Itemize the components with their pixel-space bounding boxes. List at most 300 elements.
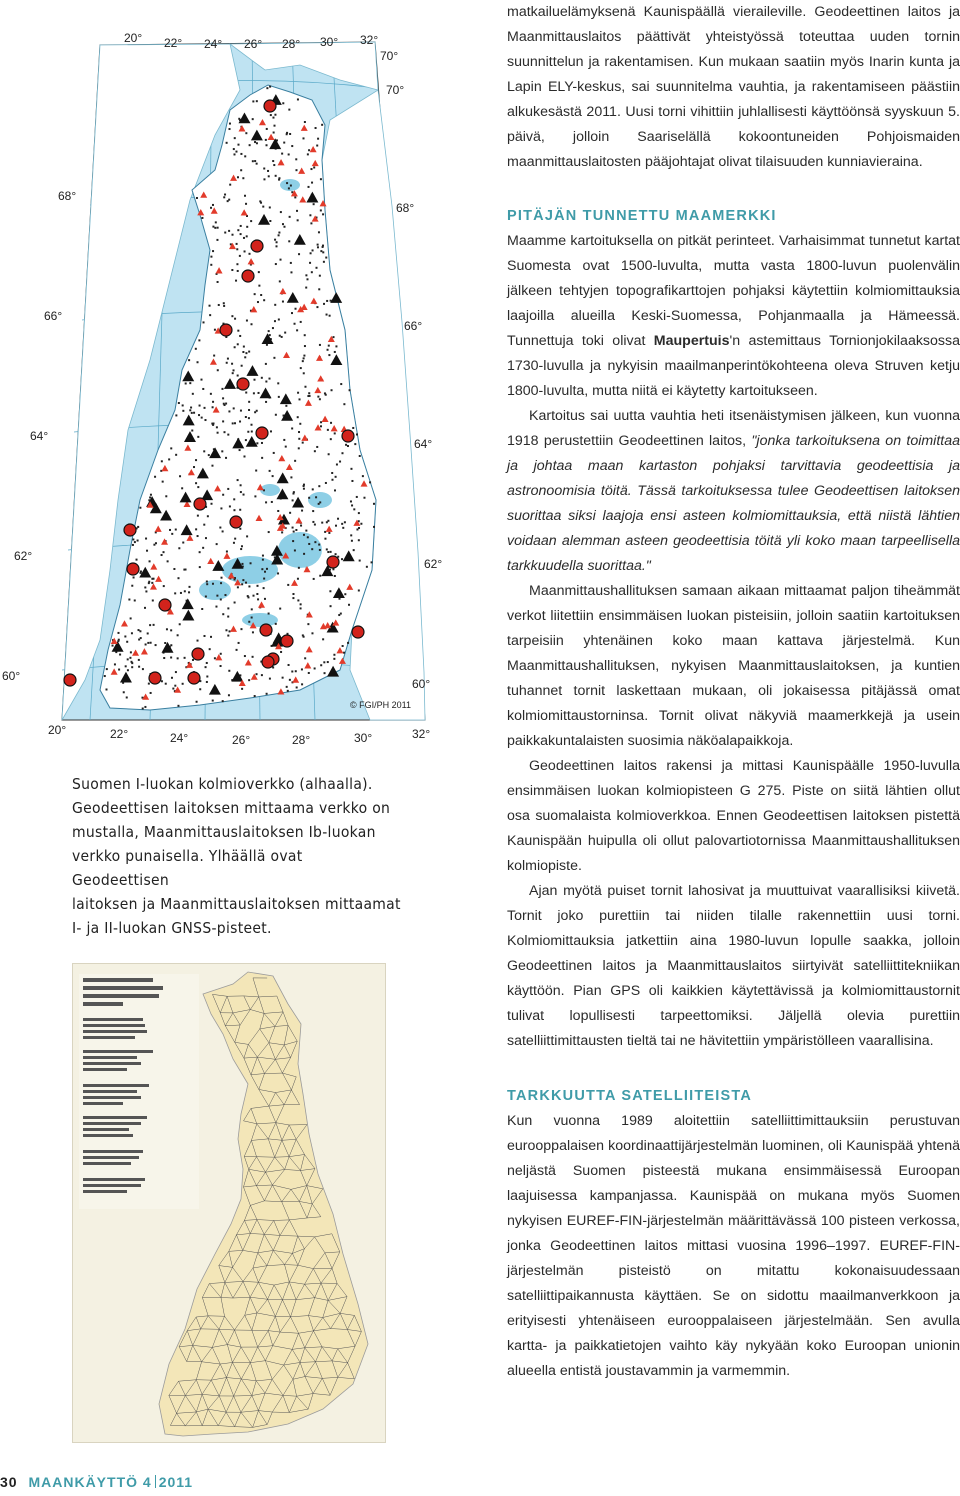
gnss-dot	[206, 583, 208, 585]
triangulation-network-map	[72, 963, 386, 1443]
gnss-dot	[118, 669, 120, 671]
gnss-dot	[287, 690, 289, 692]
section-heading-pitajan: PITÄJÄN TUNNETTU MAAMERKKI	[507, 208, 777, 224]
gnss-dot	[211, 465, 213, 467]
gnss-dot	[206, 676, 208, 678]
gnss-dot	[280, 259, 282, 261]
gnss-dot	[161, 554, 163, 556]
gnss-dot	[246, 226, 248, 228]
gnss-dot	[272, 117, 274, 119]
gnss-dot	[199, 551, 201, 553]
gnss-dot	[260, 294, 262, 296]
gnss-dot	[295, 308, 297, 310]
gnss-dot	[195, 459, 197, 461]
gnss-dot	[245, 132, 247, 134]
gnss-dot	[237, 343, 239, 345]
gnss-dot	[348, 604, 350, 606]
gnss-dot	[297, 599, 299, 601]
gnss-dot	[223, 305, 225, 307]
gnss-dot	[147, 632, 149, 634]
gnss-dot	[312, 249, 314, 251]
gnss-dot	[237, 270, 239, 272]
gnss-dot	[310, 222, 312, 224]
gnss-dot	[220, 665, 222, 667]
gnss-dot	[171, 533, 173, 535]
gnss-dot	[328, 345, 330, 347]
gnss-dot	[254, 141, 256, 143]
gnss-dot	[282, 301, 284, 303]
gnss-dot	[177, 705, 179, 707]
gnss-station-marker	[262, 656, 274, 668]
gnss-dot	[218, 304, 220, 306]
paragraph-tornit: Ajan myötä puiset tornit lahosivat ja muuttuivat vaarallisiksi kiivetä. Tornit joko purettiin tai niiden tilalle rakennettiin uusi torni. Kolmiomittauksia jatkettiin aina 1980-luvun lopulle saakka, jolloin Geodeettinen laitos ja Maanmittauslaitos siirtyivät satelliittitekniikan käyttöön. Pian GPS oli kaikkien käytettävissä ja kolmiomittaustornit tulivat lopullisesti tarpeettomiksi. Jäljellä olevia purettiin satelliittimittausten tieltä tai ne hävitettiin ympäristölleen vaarallisina.	[507, 883, 960, 1049]
gnss-dot	[351, 480, 353, 482]
gnss-dot	[311, 548, 313, 550]
gnss-dot	[344, 521, 346, 523]
gnss-dot	[266, 87, 268, 89]
gnss-dot	[275, 623, 277, 625]
gnss-dot	[327, 551, 329, 553]
gnss-dot	[250, 562, 252, 564]
gnss-dot	[300, 603, 302, 605]
gnss-dot	[308, 149, 310, 151]
gnss-dot	[240, 153, 242, 155]
gnss-dot	[164, 642, 166, 644]
gnss-dot	[229, 184, 231, 186]
gnss-dot	[163, 657, 165, 659]
gnss-dot	[242, 177, 244, 179]
gnss-dot	[228, 670, 230, 672]
gnss-dot	[297, 219, 299, 221]
gnss-dot	[283, 439, 285, 441]
gnss-dot	[331, 472, 333, 474]
gnss-station-marker	[256, 427, 268, 439]
gnss-dot	[231, 315, 233, 317]
gnss-dot	[216, 595, 218, 597]
gnss-dot	[179, 623, 181, 625]
gnss-station-marker	[264, 100, 276, 112]
gnss-dot	[236, 248, 238, 250]
gnss-dot	[339, 461, 341, 463]
gnss-dot	[144, 607, 146, 609]
page-number: 30	[0, 1474, 18, 1490]
gnss-dot	[258, 285, 260, 287]
gnss-dot	[199, 566, 201, 568]
lon-label-bottom-30: 30°	[354, 731, 373, 745]
gnss-dot	[189, 382, 191, 384]
gnss-dot	[358, 539, 360, 541]
gnss-dot	[175, 529, 177, 531]
lon-label-bottom-24: 24°	[170, 731, 189, 745]
gnss-dot	[261, 674, 263, 676]
gnss-dot	[324, 672, 326, 674]
gnss-dot	[307, 536, 309, 538]
issue-separator	[155, 1475, 156, 1488]
gnss-dot	[125, 665, 127, 667]
gnss-dot	[288, 240, 290, 242]
gnss-dot	[263, 178, 265, 180]
gnss-dot	[237, 176, 239, 178]
gnss-dot	[308, 392, 310, 394]
gnss-dot	[303, 636, 305, 638]
lon-label-top-30: 30°	[320, 35, 339, 49]
gnss-dot	[242, 579, 244, 581]
lat-label-left-62: 62°	[14, 549, 33, 563]
gnss-dot	[254, 495, 256, 497]
gnss-dot	[260, 202, 262, 204]
gnss-dot	[248, 351, 250, 353]
gnss-map-svg	[0, 30, 443, 750]
gnss-dot	[284, 332, 286, 334]
gnss-dot	[182, 404, 184, 406]
gnss-dot	[277, 510, 279, 512]
gnss-dot	[165, 495, 167, 497]
gnss-dot	[205, 537, 207, 539]
gnss-dot	[182, 410, 184, 412]
gnss-dot	[317, 138, 319, 140]
gnss-dot	[151, 582, 153, 584]
gnss-dot	[131, 661, 133, 663]
lat-label-left-60: 60°	[2, 669, 21, 683]
gnss-dot	[262, 559, 264, 561]
gnss-dot	[298, 567, 300, 569]
gnss-dot	[312, 488, 314, 490]
gnss-dot	[269, 334, 271, 336]
gnss-dot	[307, 153, 309, 155]
gnss-dot	[232, 422, 234, 424]
gnss-dot	[289, 679, 291, 681]
gnss-dot	[322, 638, 324, 640]
gnss-dot	[258, 392, 260, 394]
gnss-dot	[222, 530, 224, 532]
gnss-dot	[161, 460, 163, 462]
gnss-dot	[275, 245, 277, 247]
gnss-dot	[154, 476, 156, 478]
gnss-dot	[229, 630, 231, 632]
gnss-dot	[134, 599, 136, 601]
gnss-dot	[326, 300, 328, 302]
gnss-dot	[288, 153, 290, 155]
gnss-dot	[330, 605, 332, 607]
gnss-dot	[292, 527, 294, 529]
gnss-dot	[114, 663, 116, 665]
gnss-dot	[291, 427, 293, 429]
gnss-dot	[213, 355, 215, 357]
gnss-dot	[210, 636, 212, 638]
gnss-dot	[303, 488, 305, 490]
gnss-dot	[289, 512, 291, 514]
gnss-dot	[296, 686, 298, 688]
gnss-dot	[210, 207, 212, 209]
gnss-dot	[214, 657, 216, 659]
gnss-dot	[268, 175, 270, 177]
caption-line: mustalla, Maanmittauslaitoksen Ib-luokan	[72, 823, 376, 841]
gnss-dot	[308, 186, 310, 188]
gnss-dot	[253, 392, 255, 394]
gnss-dot	[297, 392, 299, 394]
gnss-dot	[320, 421, 322, 423]
gnss-dot	[166, 628, 168, 630]
gnss-dot	[329, 315, 331, 317]
gnss-dot	[144, 706, 146, 708]
gnss-dot	[250, 220, 252, 222]
gnss-dot	[326, 548, 328, 550]
gnss-dot	[175, 414, 177, 416]
gnss-dot	[205, 666, 207, 668]
gnss-dot	[290, 476, 292, 478]
gnss-dot	[356, 528, 358, 530]
gnss-dot	[193, 466, 195, 468]
gnss-dot	[228, 230, 230, 232]
gnss-dot	[318, 544, 320, 546]
gnss-dot	[201, 217, 203, 219]
gnss-dot	[150, 692, 152, 694]
gnss-dot	[311, 182, 313, 184]
gnss-dot	[294, 323, 296, 325]
gnss-dot	[330, 422, 332, 424]
gnss-dot	[267, 170, 269, 172]
lat-label-right-68: 68°	[396, 201, 415, 215]
gnss-dot	[331, 479, 333, 481]
gnss-dot	[251, 608, 253, 610]
gnss-dot	[338, 598, 340, 600]
gnss-dot	[203, 524, 205, 526]
gnss-dot	[335, 553, 337, 555]
gnss-dot	[269, 86, 271, 88]
gnss-dot	[373, 503, 375, 505]
gnss-dot	[204, 407, 206, 409]
gnss-dot	[170, 656, 172, 658]
gnss-dot	[212, 583, 214, 585]
gnss-dot	[237, 586, 239, 588]
gnss-dot	[226, 550, 228, 552]
gnss-dot	[263, 587, 265, 589]
gnss-dot	[282, 223, 284, 225]
lon-label-bottom-22: 22°	[110, 727, 129, 741]
gnss-dot	[305, 530, 307, 532]
gnss-dot	[275, 414, 277, 416]
gnss-dot	[268, 330, 270, 332]
gnss-dot	[303, 372, 305, 374]
gnss-dot	[227, 358, 229, 360]
gnss-dot	[318, 503, 320, 505]
gnss-dot	[327, 429, 329, 431]
gnss-dot	[197, 640, 199, 642]
gnss-dot	[333, 654, 335, 656]
gnss-dot	[256, 163, 258, 165]
gnss-dot	[322, 245, 324, 247]
gnss-dot	[304, 386, 306, 388]
gnss-dot	[246, 535, 248, 537]
gnss-dot	[320, 209, 322, 211]
gnss-dot	[127, 669, 129, 671]
gnss-dot	[216, 426, 218, 428]
gnss-dot	[317, 244, 319, 246]
gnss-dot	[308, 543, 310, 545]
gnss-dot	[212, 204, 214, 206]
gnss-dot	[212, 700, 214, 702]
gnss-dot	[313, 203, 315, 205]
gnss-dot	[232, 234, 234, 236]
gnss-dot	[266, 128, 268, 130]
gnss-dot	[340, 613, 342, 615]
gnss-dot	[225, 629, 227, 631]
gnss-dot	[197, 486, 199, 488]
gnss-station-marker	[194, 498, 206, 510]
gnss-dot	[297, 578, 299, 580]
gnss-dot	[328, 532, 330, 534]
gnss-dot	[201, 417, 203, 419]
gnss-dot	[301, 668, 303, 670]
gnss-dot	[269, 470, 271, 472]
gnss-dot	[273, 357, 275, 359]
gnss-dot	[235, 280, 237, 282]
gnss-dot	[233, 153, 235, 155]
gnss-dot	[192, 659, 194, 661]
lon-label-bottom-26: 26°	[232, 733, 251, 747]
gnss-dot	[286, 686, 288, 688]
gnss-dot	[257, 301, 259, 303]
gnss-dot	[278, 318, 280, 320]
gnss-dot	[356, 496, 358, 498]
gnss-dot	[225, 403, 227, 405]
gnss-dot	[200, 379, 202, 381]
gnss-dot	[280, 211, 282, 213]
gnss-dot	[261, 568, 263, 570]
gnss-dot	[304, 121, 306, 123]
gnss-dot	[256, 673, 258, 675]
gnss-dot	[155, 542, 157, 544]
gnss-dot	[188, 359, 190, 361]
gnss-dot	[220, 507, 222, 509]
gnss-dot	[305, 287, 307, 289]
gnss-dot	[373, 526, 375, 528]
gnss-dot	[181, 487, 183, 489]
caption-line: laitoksen ja Maanmittauslaitoksen mittaamat	[72, 895, 401, 913]
gnss-dot	[256, 442, 258, 444]
gnss-dot	[356, 433, 358, 435]
gnss-dot	[314, 667, 316, 669]
gnss-dot	[209, 314, 211, 316]
gnss-station-marker	[124, 524, 136, 536]
gnss-dot	[251, 617, 253, 619]
gnss-dot	[149, 560, 151, 562]
gnss-dot	[240, 548, 242, 550]
gnss-dot	[229, 505, 231, 507]
caption-line: Suomen I-luokan kolmioverkko (alhaalla).	[72, 775, 373, 793]
gnss-dot	[268, 613, 270, 615]
gnss-dot	[189, 409, 191, 411]
paragraph-text: Maamme kartoituksella on pitkät perinteet. Varhaisimmat tunnetut kartat Suomesta ovat 1500-luvulta, mutta vasta 1800-luvun puolenvälin jälkeen tehtyjen topografikarttojen pohjaksi käytettiin kolmiomittauksia laajoilla alueilla Keski-Suomessa, Pohjanmaalla ja Hämeessä. Tunnettuja toki olivat	[507, 233, 960, 349]
page-footer	[0, 1474, 193, 1490]
lon-label-top-28: 28°	[282, 37, 301, 51]
gnss-dot	[237, 229, 239, 231]
gnss-dot	[234, 318, 236, 320]
gnss-dot	[332, 568, 334, 570]
gnss-dot	[285, 405, 287, 407]
gnss-dot	[220, 653, 222, 655]
gnss-dot	[231, 269, 233, 271]
gnss-dot	[263, 168, 265, 170]
gnss-dot	[178, 547, 180, 549]
gnss-dot	[145, 538, 147, 540]
gnss-dot	[293, 491, 295, 493]
gnss-dot	[204, 419, 206, 421]
gnss-dot	[248, 253, 250, 255]
gnss-dot	[182, 542, 184, 544]
lon-label-top-24: 24°	[204, 37, 223, 51]
gnss-dot	[242, 351, 244, 353]
gnss-dot	[210, 393, 212, 395]
gnss-dot	[138, 659, 140, 661]
gnss-dot	[212, 406, 214, 408]
gnss-dot	[327, 349, 329, 351]
paragraph-text: Kartoitus sai uutta vauhtia heti itsenäistymisen jälkeen, kun vuonna 1918 perustettiin Geodeettinen laitos,	[507, 408, 960, 449]
gnss-dot	[207, 515, 209, 517]
gnss-dot	[266, 144, 268, 146]
gnss-dot	[359, 455, 361, 457]
gnss-dot	[191, 430, 193, 432]
gnss-dot	[248, 417, 250, 419]
lon-label-top-32: 32°	[360, 33, 379, 47]
gnss-dot	[234, 137, 236, 139]
gnss-dot	[180, 592, 182, 594]
gnss-dot	[175, 671, 177, 673]
gnss-dot	[217, 369, 219, 371]
gnss-dot	[359, 560, 361, 562]
gnss-dot	[105, 688, 107, 690]
lat-label-right-66: 66°	[404, 319, 423, 333]
gnss-station-marker	[220, 324, 232, 336]
gnss-dot	[266, 693, 268, 695]
gnss-dot	[369, 481, 371, 483]
gnss-dot	[104, 675, 106, 677]
gnss-dot	[234, 602, 236, 604]
gnss-dot	[197, 535, 199, 537]
gnss-dot	[136, 559, 138, 561]
gnss-dot	[178, 402, 180, 404]
gnss-dot	[358, 589, 360, 591]
gnss-dot	[146, 550, 148, 552]
gnss-dot	[237, 144, 239, 146]
gnss-dot	[240, 169, 242, 171]
gnss-dot	[184, 657, 186, 659]
gnss-dot	[150, 494, 152, 496]
gnss-dot	[179, 475, 181, 477]
gnss-dot	[201, 608, 203, 610]
gnss-dot	[217, 227, 219, 229]
lon-label-bottom-20: 20°	[48, 723, 67, 737]
gnss-dot	[323, 661, 325, 663]
gnss-dot	[330, 551, 332, 553]
gnss-dot	[254, 411, 256, 413]
gnss-dot	[150, 642, 152, 644]
gnss-dot	[209, 648, 211, 650]
gnss-dot	[237, 330, 239, 332]
lat-label-top-70: 70°	[380, 49, 399, 63]
gnss-dot	[298, 438, 300, 440]
lat-label-right-70: 70°	[386, 83, 405, 97]
gnss-dot	[304, 345, 306, 347]
maupertuis-name: Maupertuis	[653, 333, 730, 349]
gnss-dot	[126, 641, 128, 643]
gnss-dot	[236, 649, 238, 651]
gnss-points-map	[0, 30, 443, 750]
gnss-dot	[215, 606, 217, 608]
gnss-dot	[221, 388, 223, 390]
gnss-dot	[297, 416, 299, 418]
gnss-dot	[245, 439, 247, 441]
